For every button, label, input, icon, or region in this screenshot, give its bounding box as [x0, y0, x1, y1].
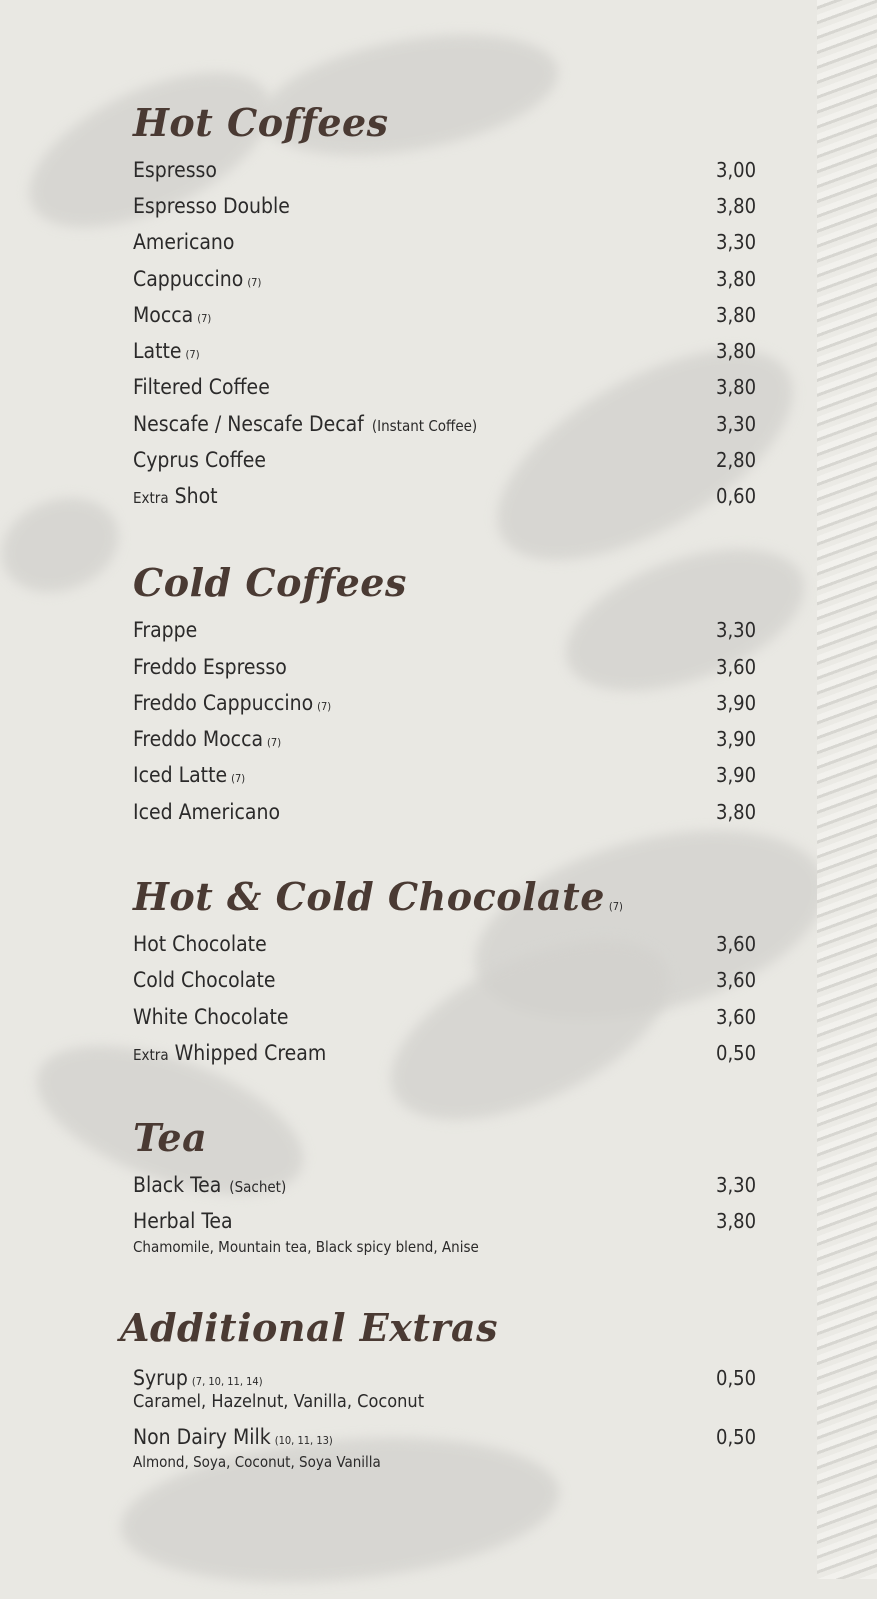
- item-price: 3,80: [716, 800, 757, 824]
- item-price: 0,50: [716, 1425, 757, 1449]
- item-price: 3,60: [716, 932, 757, 956]
- item-name-group: [133, 303, 211, 327]
- item-name-group: [133, 763, 245, 787]
- item-name-group: [133, 339, 200, 363]
- item-name: Herbal Tea: [133, 1209, 233, 1233]
- item-price: 3,60: [716, 1005, 757, 1029]
- item-name: White Chocolate: [133, 1005, 289, 1029]
- item-price: 3,80: [716, 339, 757, 363]
- item-name: Cold Chocolate: [133, 968, 276, 992]
- allergen-note: (10, 11, 13): [274, 1434, 333, 1447]
- item-price: 3,60: [716, 655, 757, 679]
- allergen-note: (7): [247, 276, 262, 289]
- item-name-group: [133, 267, 261, 291]
- item-name: Iced Americano: [133, 800, 281, 824]
- item-name-group: [133, 1366, 263, 1390]
- item-name: Filtered Coffee: [133, 375, 270, 399]
- item-description: Chamomile, Mountain tea, Black spicy blend, Anise: [133, 1238, 479, 1256]
- item-name: Non Dairy Milk: [133, 1425, 271, 1449]
- item-name: Mocca: [133, 303, 194, 327]
- item-price: 3,90: [716, 763, 757, 787]
- item-name: Nescafe / Nescafe Decaf: [133, 412, 364, 436]
- item-name-group: [133, 691, 331, 715]
- allergen-note: (7): [231, 772, 246, 785]
- allergen-note: (7): [267, 736, 282, 749]
- section-title: Cold Coffees: [133, 560, 407, 605]
- item-price: 0,50: [716, 1041, 757, 1065]
- item-prefix: Extra: [133, 489, 169, 507]
- item-name: Frappe: [133, 618, 198, 642]
- allergen-note: (7): [197, 312, 212, 325]
- item-price: 3,80: [716, 375, 757, 399]
- section-title-group: [133, 874, 623, 919]
- item-price: 3,90: [716, 691, 757, 715]
- item-name: Freddo Espresso: [133, 655, 287, 679]
- item-price: 3,80: [716, 1209, 757, 1233]
- item-price: 0,60: [716, 484, 757, 508]
- item-price: 3,90: [716, 727, 757, 751]
- item-name: Iced Latte: [133, 763, 228, 787]
- item-price: 3,80: [716, 194, 757, 218]
- item-name: Cyprus Coffee: [133, 448, 266, 472]
- item-name: Black Tea: [133, 1173, 222, 1197]
- allergen-note: (7): [185, 348, 200, 361]
- item-name: Syrup: [133, 1366, 188, 1390]
- section-title: Tea: [133, 1115, 208, 1160]
- item-prefix: Extra: [133, 1046, 169, 1064]
- item-name: Espresso Double: [133, 194, 290, 218]
- item-price: 3,80: [716, 267, 757, 291]
- item-price: 3,30: [716, 230, 757, 254]
- item-name-group: [133, 1173, 286, 1197]
- item-price: 3,80: [716, 303, 757, 327]
- section-title: Hot Coffees: [133, 100, 389, 145]
- item-description: Almond, Soya, Coconut, Soya Vanilla: [133, 1453, 381, 1471]
- item-name: Freddo Cappuccino: [133, 691, 314, 715]
- item-name: Hot Chocolate: [133, 932, 267, 956]
- item-name-group: [133, 1041, 326, 1065]
- item-price: 0,50: [716, 1366, 757, 1390]
- item-name: Espresso: [133, 158, 217, 182]
- item-price: 3,30: [716, 1173, 757, 1197]
- item-name: Americano: [133, 230, 235, 254]
- item-name-detail: (Instant Coffee): [371, 417, 478, 435]
- item-name: Freddo Mocca: [133, 727, 264, 751]
- section-title: Additional Extras: [120, 1305, 499, 1350]
- allergen-note: (7): [608, 900, 623, 913]
- item-name: Latte: [133, 339, 182, 363]
- item-name-group: [133, 1425, 333, 1449]
- item-name: Shot: [174, 484, 218, 508]
- item-name-group: [133, 727, 281, 751]
- item-name-detail: (Sachet): [229, 1178, 287, 1196]
- item-price: 3,30: [716, 412, 757, 436]
- item-description: Caramel, Hazelnut, Vanilla, Coconut: [133, 1391, 425, 1412]
- item-name: Whipped Cream: [174, 1041, 327, 1065]
- allergen-note: (7): [317, 700, 332, 713]
- item-name-group: [133, 412, 477, 436]
- item-price: 3,30: [716, 618, 757, 642]
- item-name-group: [133, 484, 218, 508]
- item-price: 3,00: [716, 158, 757, 182]
- item-price: 3,60: [716, 968, 757, 992]
- section-title: Hot & Cold Chocolate: [133, 874, 605, 919]
- item-price: 2,80: [716, 448, 757, 472]
- allergen-note: (7, 10, 11, 14): [191, 1375, 263, 1388]
- item-name: Cappuccino: [133, 267, 244, 291]
